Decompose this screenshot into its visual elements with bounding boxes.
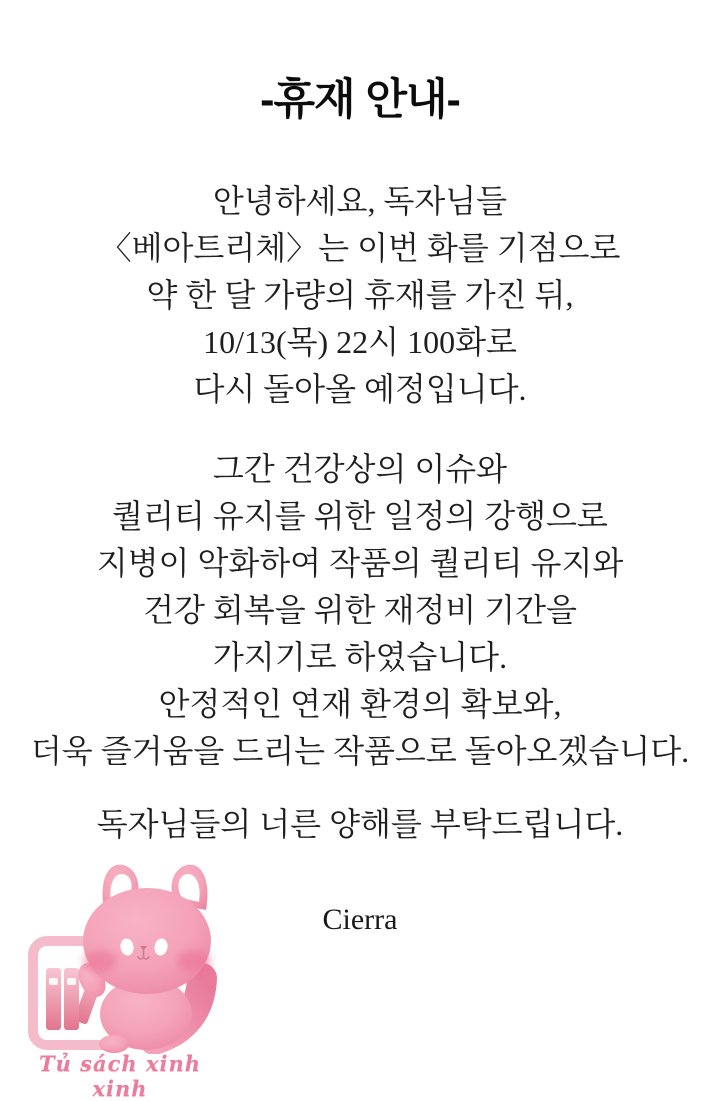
notice-paragraph bbox=[0, 801, 720, 848]
notice-line: 퀄리티 유지를 위한 일정의 강행으로 bbox=[112, 498, 608, 534]
notice-paragraph bbox=[0, 446, 720, 775]
notice-line: 가지기로 하였습니다. bbox=[212, 639, 508, 675]
notice-title: -휴재 안내- bbox=[260, 76, 460, 124]
signature: Cierra bbox=[322, 903, 398, 936]
notice-paragraph bbox=[0, 178, 720, 413]
notice-line: 그간 건강상의 이슈와 bbox=[212, 451, 508, 487]
notice-line: 독자님들의 너른 양해를 부탁드립니다. bbox=[96, 806, 624, 842]
notice-line: 약 한 달 가량의 휴재를 가진 뒤, bbox=[146, 277, 574, 313]
notice-line: 〈베아트리체〉는 이번 화를 기점으로 bbox=[99, 230, 621, 266]
watermark-label: Tủ sách xinh xinh bbox=[38, 1051, 202, 1101]
watermark bbox=[14, 858, 234, 1101]
pink-cat-bookshelf-icon bbox=[14, 858, 230, 1054]
notice-line: 안녕하세요, 독자님들 bbox=[212, 183, 508, 219]
notice-line: 다시 돌아올 예정입니다. bbox=[193, 371, 527, 407]
notice-body bbox=[0, 178, 720, 940]
notice-line: 지병이 악화하여 작품의 퀄리티 유지와 bbox=[96, 545, 624, 581]
notice-line: 건강 회복을 위한 재정비 기간을 bbox=[143, 592, 577, 628]
notice-line: 더욱 즐거움을 드리는 작품으로 돌아오겠습니다. bbox=[30, 733, 690, 769]
notice-line: 안정적인 연재 환경의 확보와, bbox=[158, 686, 562, 722]
notice-line: 10/13(목) 22시 100화로 bbox=[203, 324, 517, 360]
